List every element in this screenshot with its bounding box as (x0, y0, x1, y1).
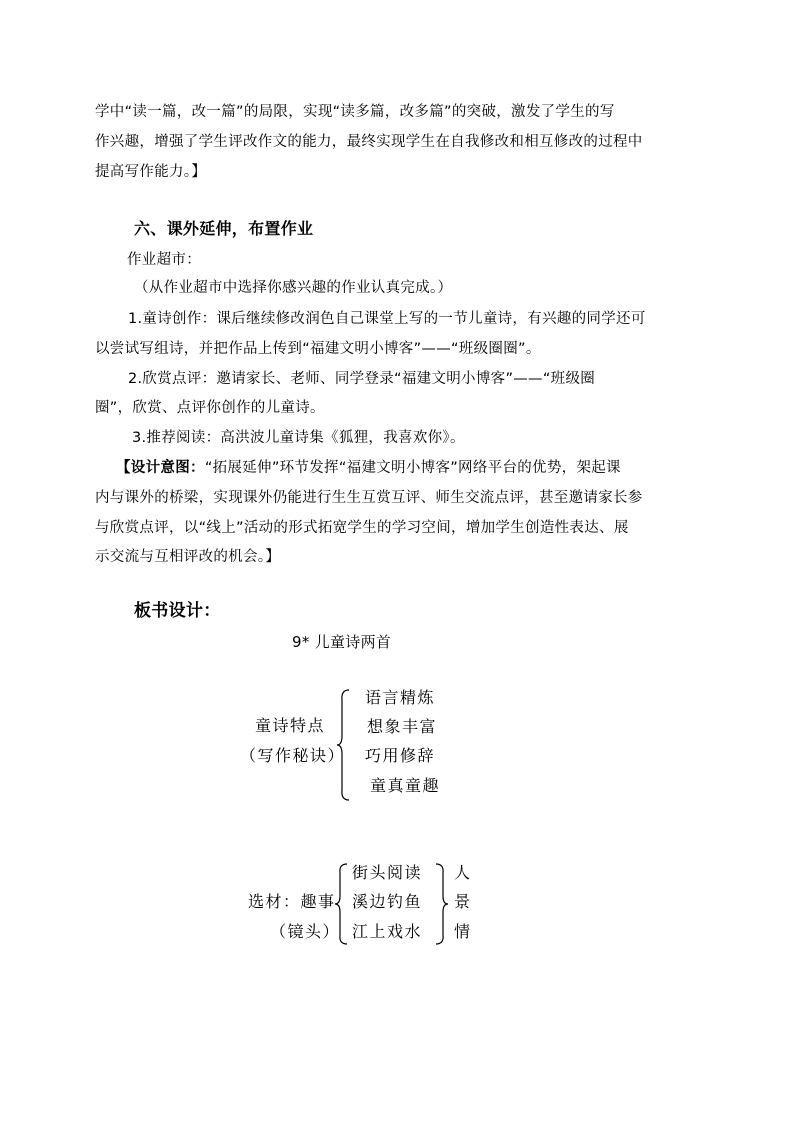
intro-line-3: 提高写作能力。】 (95, 164, 207, 180)
design-intent-label: 【设计意图： (116, 460, 205, 476)
element-person: 人 (454, 863, 472, 882)
item-3: 3.推荐阅读：高洪波儿童诗集《狐狸，我喜欢你》。 (132, 430, 465, 446)
material-item-1: 街头阅读 (352, 863, 423, 882)
poem-features-label: 童诗特点 (255, 716, 326, 735)
design-intent-line-4: 示交流与互相评改的机会。】 (95, 549, 281, 565)
feature-item-2: 想象丰富 (367, 717, 438, 736)
feature-item-4: 童真童趣 (370, 776, 441, 795)
shot-label: （镜头） (270, 922, 341, 941)
material-item-2: 溪边钓鱼 (352, 892, 423, 911)
section-heading: 六、课外延伸，布置作业 (134, 219, 314, 238)
design-intent-line-2: 内与课外的桥梁，实现课外仍能进行生生互赏互评、师生交流点评，甚至邀请家长参 (95, 490, 643, 506)
item-2-line-1: 2.欣赏点评：邀请家长、老师、同学登录“福建文明小博客”——“班级圈 (128, 371, 596, 387)
material-item-3: 江上戏水 (352, 922, 423, 941)
design-intent-text: “拓展延伸”环节发挥“福建文明小博客”网络平台的优势，架起课 (204, 460, 621, 476)
material-label: 选材：趣事 (248, 892, 336, 911)
design-intent-line-3: 与欣赏点评，以“线上”活动的形式拓宽学生的学习空间，增加学生创造性表达、展 (95, 520, 629, 536)
intro-line-1: 学中“读一篇，改一篇”的局限，实现“读多篇，改多篇”的突破，激发了学生的写 (95, 104, 615, 120)
homework-instruction: （从作业超市中选择你感兴趣的作业认真完成。） (134, 280, 453, 296)
right-brace (433, 862, 449, 946)
left-brace-2 (334, 862, 350, 946)
item-1-line-1: 1.童诗创作：课后继续修改润色自己课堂上写的一节儿童诗，有兴趣的同学还可 (128, 311, 646, 327)
intro-line-2: 作兴趣，增强了学生评改作文的能力，最终实现学生在自我修改和相互修改的过程中 (95, 134, 643, 150)
homework-market: 作业超市： (127, 252, 201, 268)
element-scene: 景 (454, 892, 472, 911)
left-brace-1 (336, 688, 352, 802)
item-2-line-2: 圈”，欣赏、点评你创作的儿童诗。 (95, 400, 325, 416)
item-1-line-2: 以尝试写组诗，并把作品上传到“福建文明小博客”——“班级圈圈”。 (95, 341, 541, 357)
feature-item-3: 巧用修辞 (365, 746, 436, 765)
board-heading: 板书设计： (134, 601, 221, 621)
feature-item-1: 语言精炼 (365, 688, 436, 707)
writing-secrets-label: （写作秘诀） (240, 746, 346, 765)
design-intent-line-1 (116, 458, 621, 478)
board-title: 9* 儿童诗两首 (292, 633, 392, 651)
element-emotion: 情 (454, 922, 472, 941)
